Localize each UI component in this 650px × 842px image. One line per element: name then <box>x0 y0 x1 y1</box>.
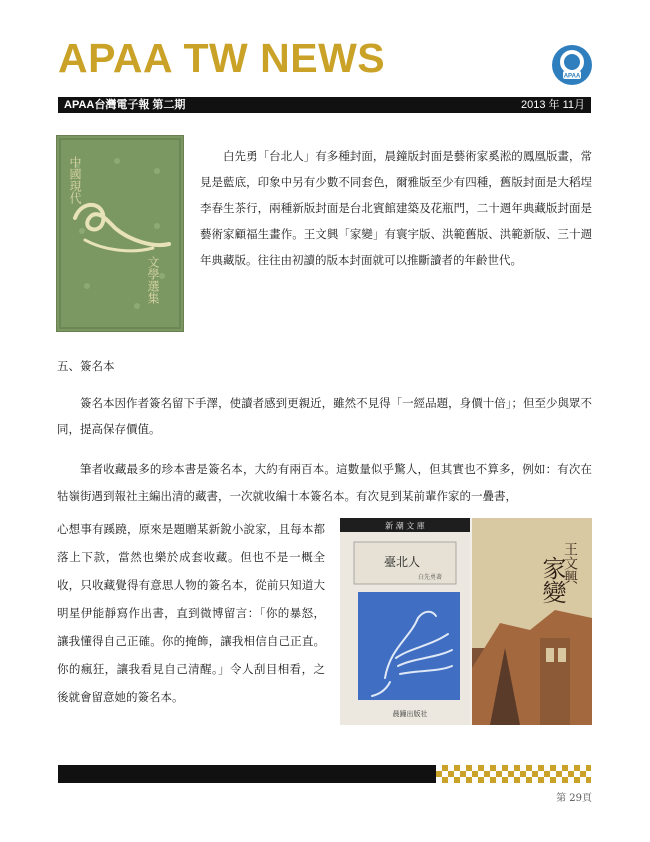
book-title-taipei: 臺北人 <box>383 555 421 569</box>
book-title-jiabian: 家變 <box>538 556 566 604</box>
book-covers-photo <box>340 518 592 725</box>
apaa-logo <box>551 44 593 86</box>
book-series-label: 新 潮 文 庫 <box>385 521 425 531</box>
issue-bar <box>58 97 591 113</box>
book-author-jiabian: 王文興 <box>562 542 578 584</box>
book-spine-title: 中國現代 <box>68 156 82 204</box>
svg-text:APAA: APAA <box>563 73 581 80</box>
issue-label: APAA台灣電子報 第二期 <box>64 99 186 111</box>
footer-checker-pattern <box>436 765 591 783</box>
masthead-title: APAA TW NEWS <box>58 35 386 81</box>
book-cover-photo-green <box>56 135 184 332</box>
paragraph-signed-collection: 筆者收藏最多的珍本書是簽名本，大約有兩百本。這數量似乎驚人，但其實也不算多，例如：有次在牯嶺街遇到報社主編出清的藏書，一次就收編十本簽名本。有次見到某前輩作家的一疊書， <box>57 462 592 503</box>
paragraph-covers: 白先勇「台北人」有多種封面，晨鐘版封面是藝術家奚淞的鳳凰版畫，常見是藍底，印象中另有少數不同套色，爾雅版至少有四種，舊版封面是大稻埕李春生茶行，兩種新版封面是台北賓館建築及花瓶門，二十週年典藏版封面是藝術家顧福生畫作。王文興「家變」有寰宇版、洪範舊版、洪範新版、三十週年典藏版。往往由初讀的版本封面就可以推斷讀者的年齡世代。 <box>200 149 592 267</box>
book-spine-subtitle: 文學選集 <box>146 256 160 304</box>
book-publisher-taipei: 晨鐘出版社 <box>392 710 428 718</box>
section-heading: 五、簽名本 <box>57 359 115 373</box>
issue-date: 2013 年 11月 <box>520 99 585 111</box>
footer-bar <box>58 765 591 783</box>
footer-bar-dark <box>58 765 436 783</box>
paragraph-signed-story: 心想事有蹊蹺，原來是題贈某新銳小說家，且每本都落上下款，當然也樂於成套收藏。但也不是一概全收，只收藏覺得有意思人物的簽名本，從前只知道大明星伊能靜寫作出書，直到微博留言：「你的暴怒，讓我懂得自己正確。你的掩飾，讓我相信自己正直。你的瘋狂，讓我看見自己清醒。」令人刮目相看，之後就會留意她的簽名本。 <box>57 522 325 704</box>
paragraph-signed-intro: 簽名本因作者簽名留下手澤，使讀者感到更親近，雖然不見得「一經品題，身價十倍」；但至少與眾不同，提高保存價值。 <box>57 396 592 436</box>
page-number: 第 29頁 <box>556 793 592 804</box>
book-author-taipei: 白先勇著 <box>417 574 443 581</box>
